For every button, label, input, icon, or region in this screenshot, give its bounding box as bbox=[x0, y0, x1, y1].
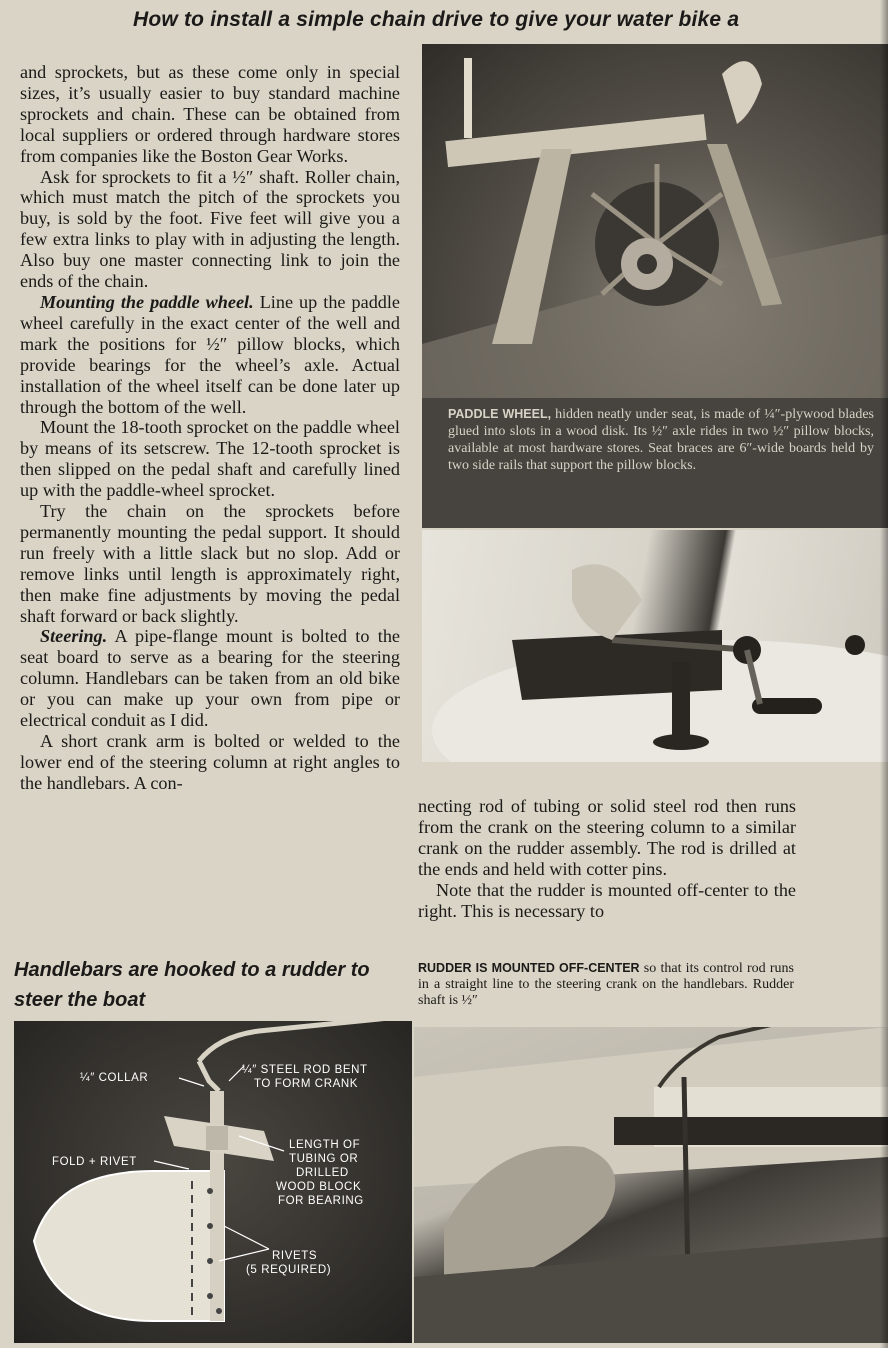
paragraph-text: Try the chain on the sprockets before permanently mounting the pedal support. It should run freely with a little slack but no slop. Add or remove links until length is approximately right, then make fine adjustments by moving the pedal shaft forward or back slightly. bbox=[20, 501, 400, 626]
paragraph bbox=[20, 62, 400, 167]
left-column-text bbox=[20, 62, 400, 794]
rudder-diagram bbox=[14, 1021, 412, 1343]
rivets-label: RIVETS bbox=[272, 1250, 318, 1262]
length-label: DRILLED bbox=[296, 1167, 349, 1179]
page-spine-shadow bbox=[880, 0, 888, 1348]
length-label: LENGTH OF bbox=[289, 1139, 361, 1151]
paragraph-text: Ask for sprockets to fit a ½″ shaft. Roller chain, which must match the pitch of the sprockets you buy, is sold by the foot. Five feet will give you a few extra links to play with in adjusting the length. Also buy one master connecting link to join the ends of the chain. bbox=[20, 166, 400, 292]
paragraph bbox=[20, 626, 400, 731]
paragraph bbox=[20, 167, 400, 292]
article-headline: How to install a simple chain drive to give your water bike a bbox=[133, 8, 740, 31]
right-column-text bbox=[418, 796, 796, 921]
length-label: TUBING OR bbox=[289, 1153, 359, 1165]
paragraph-text: necting rod of tubing or solid steel rod then runs from the crank on the steering column to a similar crank on the rudder assembly. The rod is drilled at the ends and held with cotter pins. bbox=[418, 796, 796, 879]
run-in-heading: Mounting the paddle wheel. bbox=[40, 291, 254, 312]
paragraph-text: A pipe-flange mount is bolted to the seat board to serve as a bearing for the steering column. Handlebars can be taken from an old bike or you can make up your own from pipe or electrical conduit as I did. bbox=[20, 626, 400, 731]
caption-lead: PADDLE WHEEL, bbox=[448, 407, 552, 421]
steel-rod-label: TO FORM CRANK bbox=[254, 1078, 359, 1090]
paragraph bbox=[20, 292, 400, 417]
rudder-mounted-illustration bbox=[414, 1027, 888, 1343]
length-label: FOR BEARING bbox=[278, 1195, 364, 1207]
paragraph bbox=[20, 417, 400, 501]
collar-label: ¼″ COLLAR bbox=[80, 1072, 149, 1084]
pedal-crank-illustration bbox=[422, 530, 888, 762]
caption-text: so that its control rod runs in a straight line to the steering crank on the handlebars. Rudder shaft is ½″ bbox=[418, 961, 794, 1008]
run-in-heading: Steering. bbox=[40, 626, 108, 647]
paragraph-text: Line up the paddle wheel carefully in the exact center of the well and mark the positions for ½″ pillow blocks, which provide bearings for the wheel’s axle. Actual installation of the wheel itself can be done later up through the bottom of the well. bbox=[20, 291, 401, 417]
length-label: WOOD BLOCK bbox=[276, 1181, 362, 1193]
pedal-crank-photo bbox=[422, 530, 888, 762]
rudder-diagram-drawing bbox=[14, 1021, 412, 1343]
paddle-wheel-photo bbox=[422, 44, 888, 398]
fold-rivet-label: FOLD + RIVET bbox=[52, 1156, 137, 1168]
paragraph-text: Note that the rudder is mounted off-center to the right. This is necessary to bbox=[418, 879, 796, 921]
rudder-mounted-photo bbox=[414, 1027, 888, 1343]
paddle-wheel-caption bbox=[422, 398, 888, 528]
caption-lead: RUDDER IS MOUNTED OFF-CENTER bbox=[418, 961, 640, 975]
paragraph-text: and sprockets, but as these come only in special sizes, it’s usually easier to buy standard machine sprockets and chain. These can be obtained from local suppliers or ordered through hardware stores from companies like the Boston Gear Works. bbox=[20, 62, 400, 166]
section-subheadline: Handlebars are hooked to a rudder to steer the boat bbox=[14, 959, 370, 1011]
paragraph bbox=[20, 501, 400, 626]
paragraph bbox=[20, 731, 400, 794]
paragraph bbox=[418, 796, 796, 880]
rudder-caption bbox=[418, 960, 794, 1009]
steel-rod-label: ¼″ STEEL ROD BENT bbox=[242, 1064, 368, 1076]
paddle-wheel-illustration bbox=[422, 44, 888, 398]
paragraph-text: A short crank arm is bolted or welded to the lower end of the steering column at right angles to the handlebars. A con- bbox=[20, 731, 400, 793]
rivets-label: (5 REQUIRED) bbox=[246, 1264, 332, 1276]
paragraph bbox=[418, 880, 796, 922]
paragraph-text: Mount the 18-tooth sprocket on the paddle wheel by means of its setscrew. The 12-tooth sprocket is then slipped on the pedal shaft and carefully lined up with the paddle-wheel sprocket. bbox=[20, 417, 400, 501]
caption-text: hidden neatly under seat, is made of ¼″-plywood blades glued into slots in a wood disk. Its ½″ axle rides in two ½″ pillow blocks, available at most hardware stores. Seat braces are 6″-wide boards held by two side rails that support the pillow blocks. bbox=[448, 407, 875, 473]
